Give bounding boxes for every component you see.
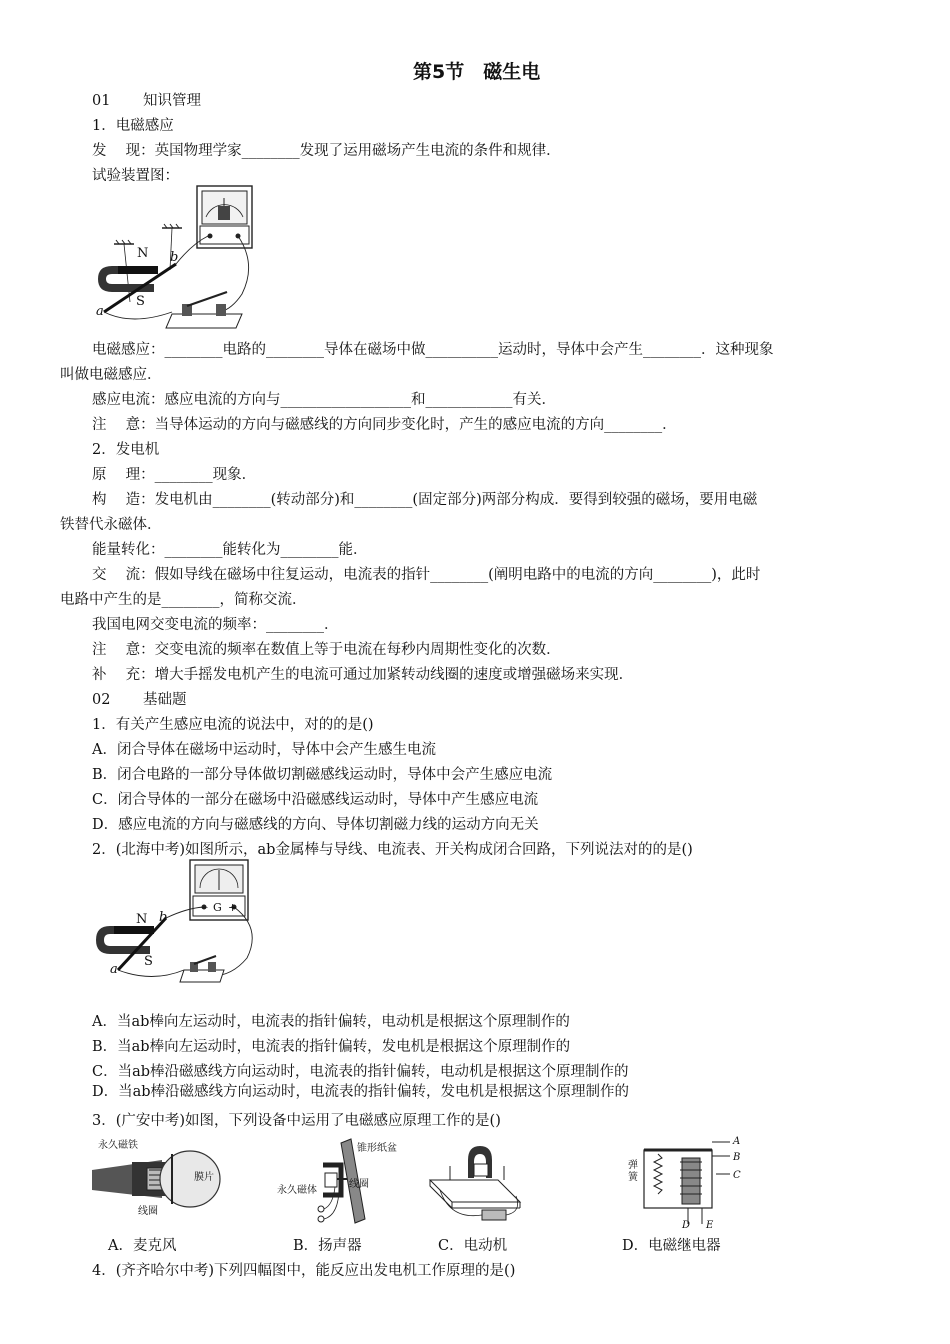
terminal-b-label: B <box>733 1152 741 1163</box>
section-label: 基础题 <box>143 692 187 708</box>
caption-d: D．电磁继电器 <box>622 1238 721 1254</box>
terminal-e-label: E <box>706 1220 714 1231</box>
text-line: 我国电网交变电流的频率：________． <box>92 617 339 633</box>
question-stem: 2．(北海中考)如图所示，ab金属棒与导线、电流表、开关构成闭合回路，下列说法对的的是() <box>92 842 693 858</box>
plus-terminal-label: + <box>228 901 238 914</box>
question-stem: 3．(广安中考)如图，下列设备中运用了电磁感应原理工作的是() <box>92 1113 501 1129</box>
magnet-label: 永久磁体 <box>277 1185 317 1196</box>
rod-a-label: a <box>110 962 118 977</box>
motor-diagram <box>420 1140 530 1228</box>
pole-s-label: S <box>144 954 153 969</box>
section-number: 02 <box>92 692 111 708</box>
terminal-d-label: D <box>682 1220 691 1231</box>
caption-c: C．电动机 <box>438 1238 508 1254</box>
section-number: 01 <box>92 93 111 109</box>
pole-s-label: S <box>136 294 145 309</box>
question-stem: 4．(齐齐哈尔中考)下列四幅图中，能反应出发电机工作原理的是() <box>92 1263 516 1279</box>
text-line: 铁替代永磁体． <box>60 517 162 533</box>
text-line: 交 流：假如导线在磁场中往复运动，电流表的指针________(阐明电路中的电流的方向________)，此时 <box>92 567 761 583</box>
text-line: 电磁感应：________电路的________导体在磁场中做__________运动时，导体中会产生________．这种现象 <box>92 342 774 358</box>
text-line: 发 现：英国物理学家________发现了运用磁场产生电流的条件和规律． <box>92 143 561 159</box>
g-terminal-label: G <box>213 901 222 914</box>
text-line: 电路中产生的是________，简称交流． <box>60 592 307 608</box>
text-line: 原 理：________现象． <box>92 467 257 483</box>
text-line: 补 充：增大手摇发电机产生的电流可通过加紧转动线圈的速度或增强磁场来实现． <box>92 667 634 683</box>
text-line: 试验装置图： <box>92 168 179 184</box>
section-label: 知识管理 <box>143 93 201 109</box>
caption-a: A．麦克风 <box>108 1238 177 1254</box>
terminal-a-label: A <box>733 1136 741 1147</box>
diaphragm-label: 膜片 <box>194 1172 214 1183</box>
question-option: A．闭合导体在磁场中运动时，导体中会产生感生电流 <box>92 742 436 758</box>
question-option: C．当ab棒沿磁感线方向运动时，电流表的指针偏转，电动机是根据这个原理制作的 <box>92 1064 629 1080</box>
question-option: D．当ab棒沿磁感线方向运动时，电流表的指针偏转，发电机是根据这个原理制作的 <box>92 1084 630 1100</box>
coil-label: 线圈 <box>349 1179 369 1190</box>
speaker-diagram <box>277 1135 397 1227</box>
rod-b-label: b <box>170 250 179 265</box>
page-title: 第5节 磁生电 <box>413 61 541 83</box>
question-option: A．当ab棒向左运动时，电流表的指针偏转，电动机是根据这个原理制作的 <box>92 1014 570 1030</box>
question-option: C．闭合导体的一部分在磁场中沿磁感线运动时，导体中产生感应电流 <box>92 792 539 808</box>
coil-label: 线圈 <box>138 1206 158 1217</box>
spring-label: 弹簧 <box>628 1160 638 1183</box>
text-line: 构 造：发电机由________(转动部分)和________(固定部分)两部分构成．要得到较强的磁场，要用电磁 <box>92 492 758 508</box>
question-option: D．感应电流的方向与磁感线的方向、导体切割磁力线的运动方向无关 <box>92 817 539 833</box>
text-line: 能量转化：________能转化为________能． <box>92 542 368 558</box>
rod-a-label: a <box>96 304 104 319</box>
pole-n-label: N <box>137 246 149 261</box>
cone-label: 锥形纸盆 <box>357 1143 397 1154</box>
text-line: 注 意：当导体运动的方向与磁感线的方向同步变化时，产生的感应电流的方向________． <box>92 417 677 433</box>
minus-terminal-label: － <box>198 901 209 914</box>
text-line: 叫做电磁感应． <box>60 367 162 383</box>
pole-n-label: N <box>136 912 148 927</box>
experiment-diagram <box>92 184 267 332</box>
caption-b: B．扬声器 <box>293 1238 362 1254</box>
circuit-diagram <box>92 858 267 993</box>
magnet-label: 永久磁铁 <box>98 1140 138 1151</box>
microphone-diagram <box>92 1140 242 1220</box>
text-line: 感应电流：感应电流的方向与__________________和____________有关． <box>92 392 556 408</box>
subheading: 2．发电机 <box>92 442 160 458</box>
subheading: 1．电磁感应 <box>92 118 174 134</box>
text-line: 注 意：交变电流的频率在数值上等于电流在每秒内周期性变化的次数． <box>92 642 561 658</box>
rod-b-label: b <box>159 910 168 925</box>
terminal-c-label: C <box>733 1170 741 1181</box>
question-option: B．闭合电路的一部分导体做切割磁感线运动时，导体中会产生感应电流 <box>92 767 553 783</box>
question-stem: 1．有关产生感应电流的说法中，对的的是() <box>92 717 374 733</box>
question-option: B．当ab棒向左运动时，电流表的指针偏转，发电机是根据这个原理制作的 <box>92 1039 571 1055</box>
relay-diagram <box>628 1132 752 1232</box>
